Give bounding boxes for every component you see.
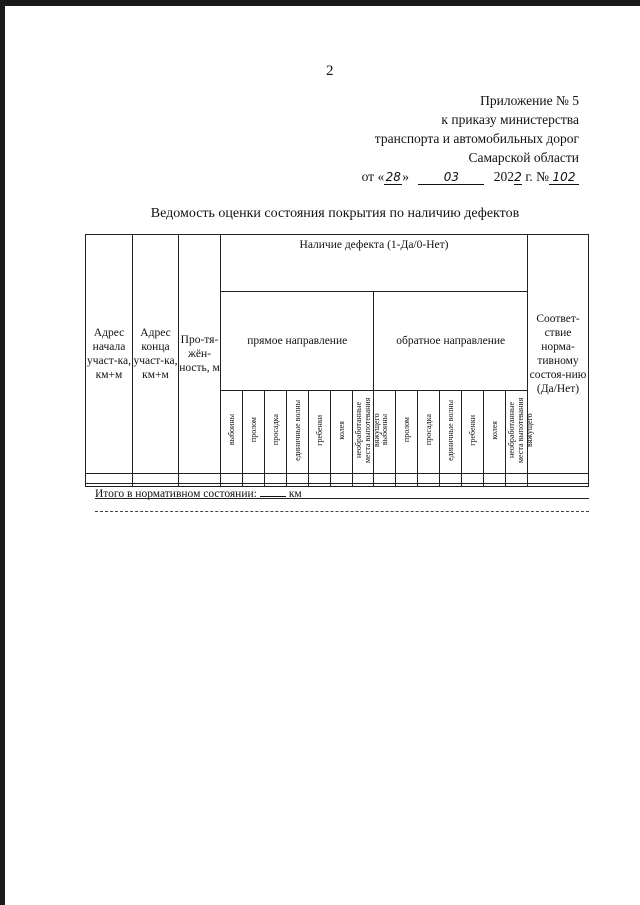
- backward-defect-label: колея: [490, 420, 500, 440]
- appendix-line-2: к приказу министерства: [441, 112, 579, 127]
- totals-blank: [260, 486, 286, 497]
- backward-defect-cell: [440, 391, 462, 474]
- appendix-block: [362, 91, 579, 186]
- divider: [95, 498, 589, 499]
- table-cell: [396, 474, 418, 487]
- backward-defect-cell: [505, 391, 535, 474]
- table-cell: [330, 474, 352, 487]
- forward-defect-label: необработанные места выпотевания вяжущего: [353, 397, 381, 463]
- col-end-address: Адрес конца участ-ка, км+м: [133, 235, 179, 474]
- table-cell: [462, 474, 484, 487]
- date-month: 03: [418, 171, 484, 185]
- backward-defect-cell: [418, 391, 440, 474]
- backward-defect-label: просадка: [424, 414, 434, 446]
- backward-defect-label: гребенки: [468, 414, 478, 446]
- table-cell: [308, 474, 330, 487]
- appendix-line-3: транспорта и автомобильных дорог: [374, 131, 579, 146]
- scan-edge-left: [0, 0, 5, 905]
- date-year-digit: 2: [514, 170, 522, 184]
- backward-defect-cell: [484, 391, 506, 474]
- appendix-line-4: Самарской области: [468, 150, 579, 165]
- col-length: Про-тя-жён-ность, м: [179, 235, 221, 474]
- forward-defect-cell: [264, 391, 286, 474]
- backward-defect-label: единичные волны: [446, 399, 456, 461]
- forward-defect-label: просадка: [270, 414, 280, 446]
- table-cell: [352, 474, 374, 487]
- forward-defect-label: пролом: [248, 417, 258, 443]
- backward-defect-label: необработанные места выпотевания вяжущего: [507, 397, 535, 463]
- backward-defect-label: выбоины: [380, 414, 390, 446]
- table-cell: [221, 474, 243, 487]
- table-cell: [528, 474, 589, 487]
- forward-defect-cell: [221, 391, 243, 474]
- document-title: Ведомость оценки состояния покрытия по наличию дефектов: [150, 206, 520, 221]
- forward-defect-cell: [286, 391, 308, 474]
- date-prefix: от «: [361, 169, 385, 184]
- scan-edge-top: [0, 0, 640, 6]
- table-cell: [86, 474, 133, 487]
- table-cell: [179, 474, 221, 487]
- appendix-line-1: Приложение № 5: [480, 93, 579, 108]
- date-day: 28: [385, 170, 401, 184]
- backward-direction-header: обратное направление: [374, 292, 528, 391]
- col-start-address: Адрес начала участ-ка, км+м: [86, 235, 133, 474]
- table-cell: [264, 474, 286, 487]
- col-compliance: Соответ-ствие норма-тивному состоя-нию (Да/Нет): [528, 235, 589, 474]
- forward-direction-header: прямое направление: [221, 292, 374, 391]
- table-cell: [505, 474, 527, 487]
- order-number: 102: [549, 171, 579, 185]
- totals-label: Итого в нормативном состоянии:: [95, 488, 257, 500]
- forward-defect-cell: [352, 391, 381, 474]
- backward-defect-cell: [462, 391, 484, 474]
- forward-defect-cell: [308, 391, 330, 474]
- table-cell: [242, 474, 264, 487]
- table-cell: [484, 474, 506, 487]
- table-cell: [440, 474, 462, 487]
- defects-table: [85, 234, 589, 487]
- order-date-line: [362, 167, 579, 186]
- forward-defect-label: колея: [336, 420, 346, 440]
- backward-defect-cell: [396, 391, 418, 474]
- forward-defect-label: гребенки: [314, 414, 324, 446]
- page-number: 2: [326, 63, 334, 79]
- table-cell: [418, 474, 440, 487]
- forward-defect-label: единичные волны: [292, 399, 302, 461]
- table-cell: [286, 474, 308, 487]
- order-number-prefix: г. №: [521, 169, 549, 184]
- forward-defect-cell: [242, 391, 264, 474]
- date-year-prefix: 202: [493, 169, 514, 184]
- table-cell: [374, 474, 396, 487]
- divider: [85, 483, 589, 484]
- totals-unit: км: [288, 488, 302, 500]
- backward-defect-label: пролом: [402, 417, 412, 443]
- forward-defect-label: выбоины: [226, 414, 236, 446]
- forward-defect-cell: [330, 391, 352, 474]
- table-row: [86, 474, 589, 487]
- defects-header: Наличие дефекта (1-Да/0-Нет): [221, 235, 528, 292]
- date-day-close: »: [402, 169, 409, 184]
- table-cell: [133, 474, 179, 487]
- divider: [95, 511, 589, 512]
